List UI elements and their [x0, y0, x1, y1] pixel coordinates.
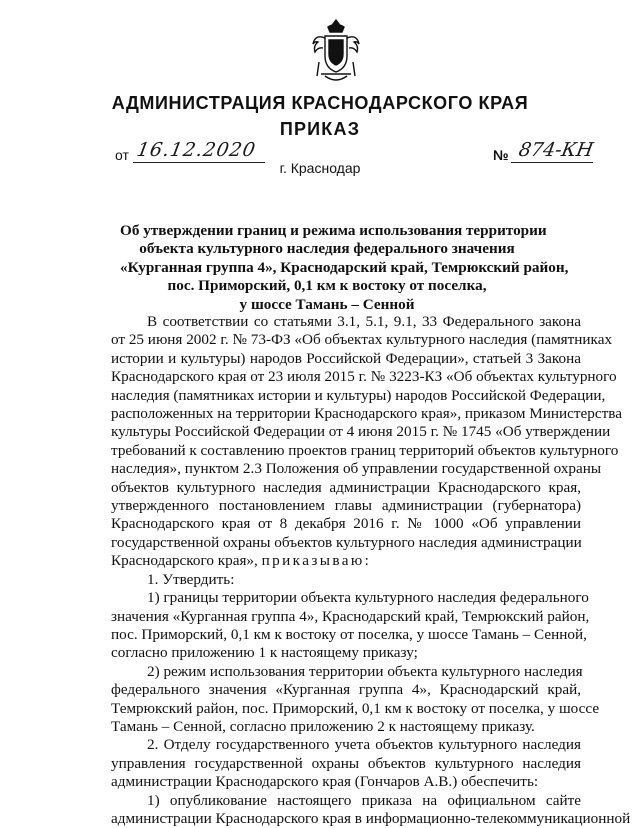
text-line: пос. Приморский, 0,1 км к востоку от поселка, у шоссе Тамань – Сенной, — [111, 625, 587, 643]
text-line: администрации Краснодарского края в информационно-телекоммуникационной — [111, 809, 631, 827]
text-line: от 25 июня 2002 г. № 73-ФЗ «Об объектах культурного наследия (памятниках — [111, 331, 613, 349]
document-type: ПРИКАЗ — [279, 119, 361, 139]
text-line: федерального значения «Курганная группа 4», Краснодарский край, — [111, 681, 581, 699]
title-line: пос. Приморский, 0,1 км к востоку от поселка, — [167, 277, 487, 295]
text-line: культуры Российской Федерации от 4 июня 2015 г. № 1745 «Об утверждении — [111, 423, 611, 441]
title-line: объекта культурного наследия федерального значения — [139, 240, 515, 258]
title-line: «Курганная группа 4», Краснодарский край, Темрюкский район, — [120, 258, 569, 276]
text-line: В соответствии со статьями 3.1, 5.1, 9.1, 33 Федерального закона — [147, 313, 581, 330]
text-line: наследия», пунктом 2.3 Положения об управлении государственной охраны — [111, 460, 602, 478]
text-fragment: Краснодарского края», — [111, 552, 258, 570]
text-line: утвержденного постановлением главы администрации (губернатора) — [111, 497, 581, 515]
city: г. Краснодар — [279, 160, 361, 176]
item-2-paragraph — [111, 736, 581, 791]
handwritten-date: 16.12.2020 — [135, 139, 258, 161]
preamble-paragraph — [111, 313, 622, 571]
krasnodar-coat-of-arms-icon — [311, 18, 361, 84]
text-line: 1. Утвердить: — [147, 570, 235, 588]
title-line: Об утверждении границ и режима использования территории — [120, 222, 547, 239]
text-line: 1) границы территории объекта культурного наследия федерального — [147, 589, 589, 607]
text-line: государственной охраны объектов культурного наследия администрации — [111, 533, 582, 551]
title-line: у шоссе Тамань – Сенной — [239, 295, 415, 313]
text-line: истории и культуры) народов Российской Федерации», статьей 3 Закона — [111, 349, 581, 367]
item-1-1-paragraph — [111, 589, 590, 663]
document-title — [120, 222, 569, 314]
item-1-heading — [111, 571, 581, 589]
date-prefix: от — [115, 147, 129, 163]
number-prefix: № — [493, 147, 509, 163]
text-line: управления государственной охраны объектов культурного наследия — [111, 754, 581, 772]
text-line: Тамань – Сенной, согласно приложению 2 к настоящему приказу. — [111, 717, 535, 735]
item-2-1-paragraph — [111, 791, 631, 828]
text-line: 1) опубликование настоящего приказа на официальном сайте — [147, 791, 581, 809]
text-line: наследия (памятниках истории и культуры) народов Российской Федерации, — [111, 386, 606, 404]
handwritten-number: 874-КН — [517, 139, 595, 161]
organization-name: АДМИНИСТРАЦИЯ КРАСНОДАРСКОГО КРАЯ — [111, 93, 529, 113]
text-line: объектов культурного наследия администрации Краснодарского края, — [111, 478, 581, 496]
text-line: расположенных на территории Краснодарского края», приказом Министерства — [111, 405, 622, 423]
text-line: значения «Курганная группа 4», Краснодарский край, Темрюкский район, — [111, 607, 590, 625]
text-line: 2. Отделу государственного учета объектов культурного наследия — [147, 736, 581, 754]
text-line: Краснодарского края от 23 июля 2015 г. № 3223-КЗ «Об объектах культурного — [111, 368, 617, 386]
item-1-2-paragraph — [111, 662, 600, 737]
text-line: 2) режим использования территории объекта культурного наследия — [147, 662, 583, 680]
order-word: приказываю: — [261, 552, 372, 570]
text-line: Краснодарского края от 8 декабря 2016 г. № 1000 «Об управлении — [111, 515, 581, 533]
text-line — [111, 552, 581, 570]
document-body — [111, 313, 631, 828]
text-line: требований к составлению проектов границ территорий объектов культурного — [111, 441, 619, 459]
text-line: администрации Краснодарского края (Гончаров А.В.) обеспечить: — [111, 773, 539, 791]
text-line: Темрюкский район, пос. Приморский, 0,1 км к востоку от поселка, у шоссе — [111, 699, 600, 717]
text-line: согласно приложению 1 к настоящему приказу; — [111, 644, 418, 662]
